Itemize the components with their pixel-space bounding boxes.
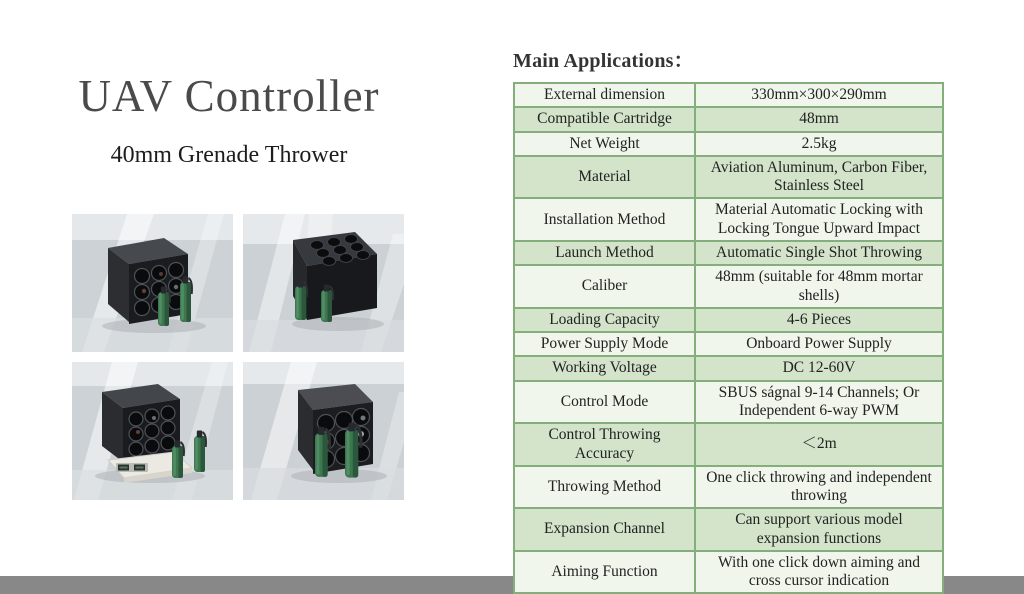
spec-row — [514, 132, 943, 156]
product-photo-launcher-front — [72, 214, 233, 352]
spec-panel — [513, 44, 945, 594]
spec-label-cell: Loading Capacity — [514, 308, 695, 332]
spec-row — [514, 107, 943, 131]
launcher-front-illustration — [72, 214, 233, 352]
spec-value-cell: 48mm (suitable for 48mm mortar shells) — [695, 265, 943, 308]
spec-row — [514, 466, 943, 509]
product-photo-launcher-grenades — [243, 362, 404, 500]
spec-row — [514, 423, 943, 466]
spec-label-cell: Throwing Method — [514, 466, 695, 509]
spec-row — [514, 198, 943, 241]
spec-row — [514, 308, 943, 332]
launcher-on-scale-illustration — [72, 362, 233, 500]
spec-value-cell: 48mm — [695, 107, 943, 131]
spec-value-cell: Onboard Power Supply — [695, 332, 943, 356]
spec-value-cell: Aviation Aluminum, Carbon Fiber, Stainless Steel — [695, 156, 943, 199]
spec-label-cell: External dimension — [514, 83, 695, 107]
spec-label-cell: Compatible Cartridge — [514, 107, 695, 131]
spec-row — [514, 332, 943, 356]
product-photo-launcher-on-scale — [72, 362, 233, 500]
spec-table-heading: Main Applications： — [513, 50, 694, 72]
spec-label-cell: Aiming Function — [514, 551, 695, 594]
spec-label-cell: Caliber — [514, 265, 695, 308]
spec-value-cell: DC 12-60V — [695, 356, 943, 380]
spec-row — [514, 83, 943, 107]
spec-label-cell: Expansion Channel — [514, 508, 695, 551]
spec-label-cell: Power Supply Mode — [514, 332, 695, 356]
spec-label-cell: Launch Method — [514, 241, 695, 265]
spec-value-cell: Can support various model expansion functions — [695, 508, 943, 551]
launcher-grenades-illustration — [243, 362, 404, 500]
spec-label-cell: Working Voltage — [514, 356, 695, 380]
spec-value-cell: With one click down aiming and cross cursor indication — [695, 551, 943, 594]
spec-value-cell: 330mm×300×290mm — [695, 83, 943, 107]
spec-table — [513, 82, 944, 594]
page-subtitle: 40mm Grenade Thrower — [110, 142, 348, 168]
spec-value-cell: 2.5kg — [695, 132, 943, 156]
spec-label-cell: Net Weight — [514, 132, 695, 156]
product-photo-launcher-top — [243, 214, 404, 352]
spec-row — [514, 356, 943, 380]
spec-row — [514, 265, 943, 308]
page-title: UAV Controller — [78, 71, 380, 121]
spec-label-cell: Control Mode — [514, 381, 695, 424]
spec-row — [514, 241, 943, 265]
spec-table-body — [514, 83, 943, 593]
spec-value-cell: 4-6 Pieces — [695, 308, 943, 332]
spec-value-cell: SBUS ságnal 9-14 Channels; Or Independent 6-way PWM — [695, 381, 943, 424]
spec-row — [514, 508, 943, 551]
product-photo-grid — [72, 214, 404, 500]
spec-value-cell: Automatic Single Shot Throwing — [695, 241, 943, 265]
spec-row — [514, 381, 943, 424]
spec-value-cell: ＜2m — [695, 423, 943, 466]
launcher-top-illustration — [243, 214, 404, 352]
spec-value-cell: One click throwing and independent throwing — [695, 466, 943, 509]
spec-row — [514, 551, 943, 594]
spec-label-cell: Installation Method — [514, 198, 695, 241]
spec-label-cell: Control Throwing Accuracy — [514, 423, 695, 466]
spec-label-cell: Material — [514, 156, 695, 199]
spec-value-cell: Material Automatic Locking with Locking Tongue Upward Impact — [695, 198, 943, 241]
spec-row — [514, 156, 943, 199]
